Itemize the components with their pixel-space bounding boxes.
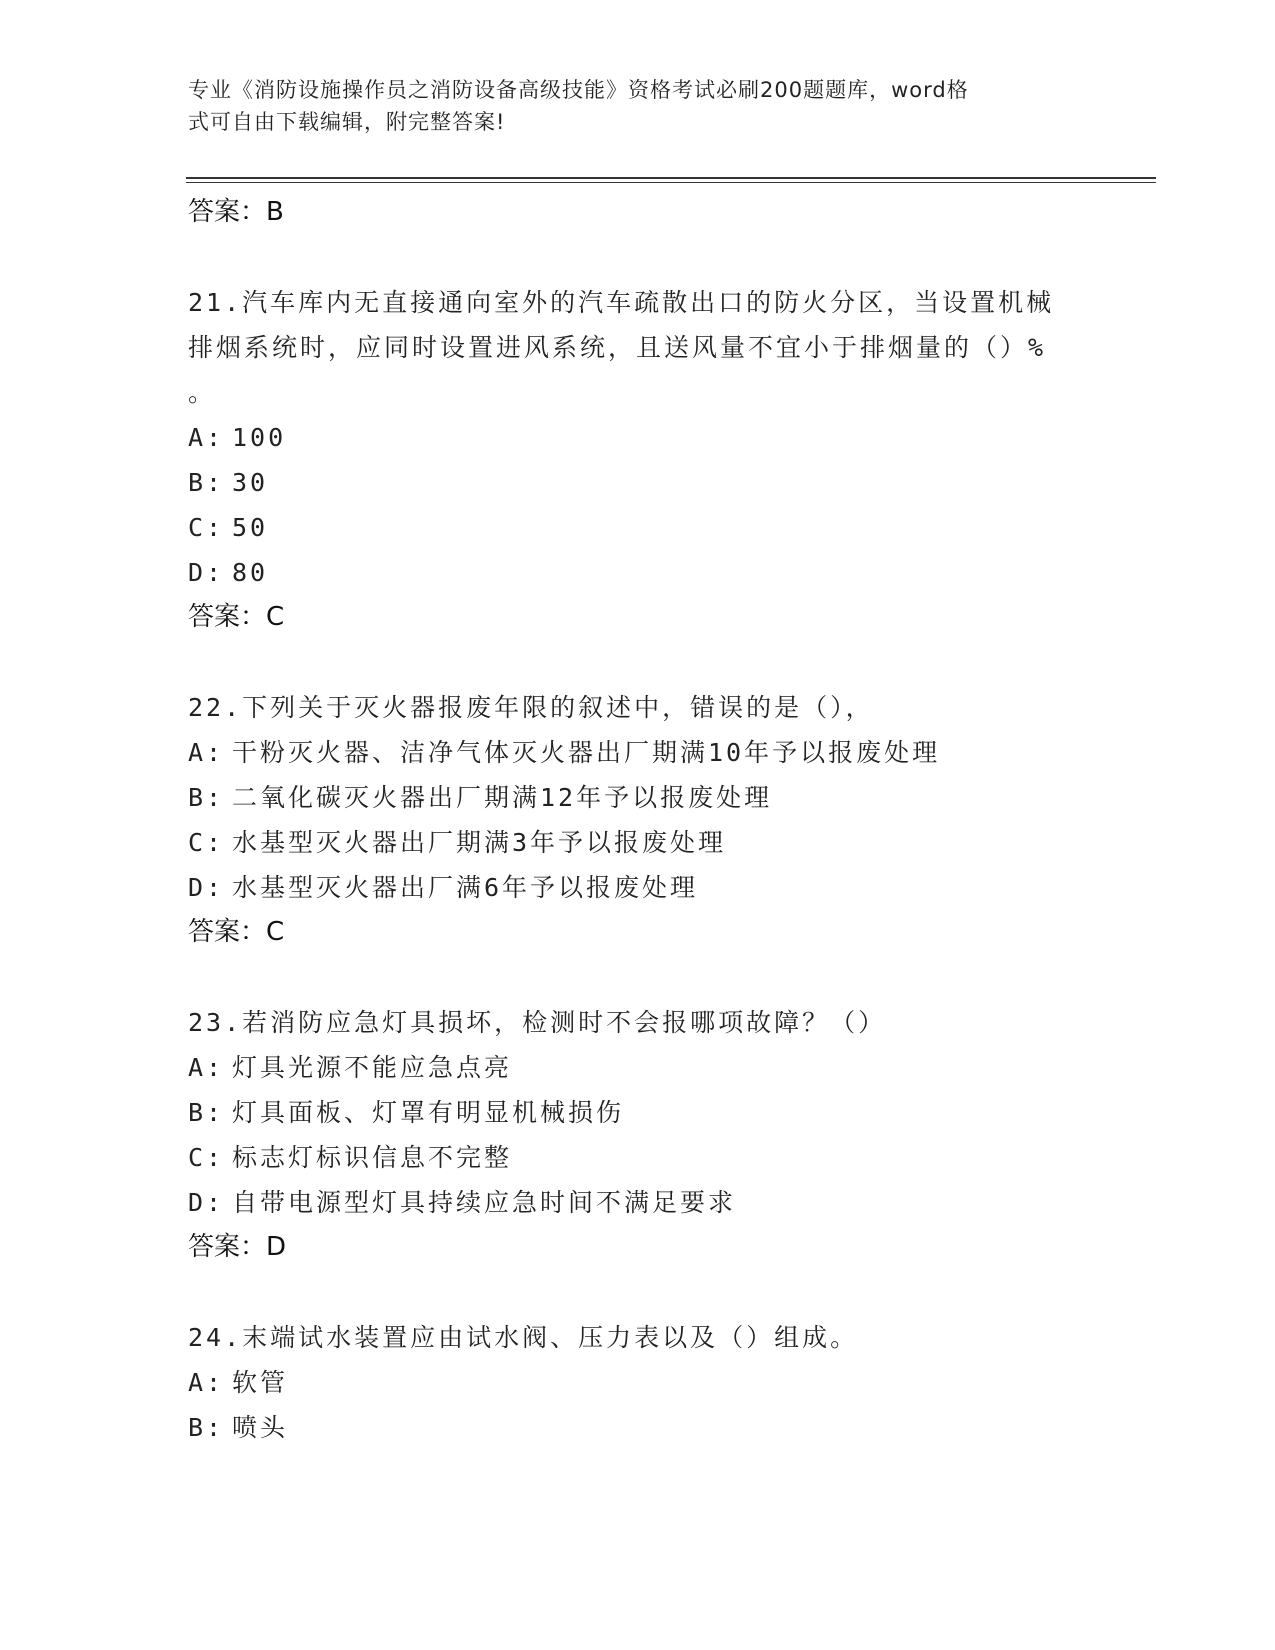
- option-b: [188, 1090, 1088, 1135]
- question-line: 23.若消防应急灯具损坏，检测时不会报哪项故障？（）: [188, 1008, 887, 1037]
- spacer: [188, 235, 1088, 280]
- spacer: [188, 640, 1088, 685]
- option-a: [188, 1360, 1088, 1405]
- option-a: [188, 415, 1088, 460]
- question-line: 24.末端试水装置应由试水阀、压力表以及（）组成。: [188, 1323, 859, 1352]
- header-line-1: 专业《消防设施操作员之消防设备高级技能》资格考试必刷200题题库，word格: [188, 78, 969, 102]
- option-label: A:: [188, 738, 225, 767]
- option-text: 自带电源型灯具持续应急时间不满足要求: [232, 1188, 737, 1217]
- option-text: 50: [232, 513, 269, 542]
- option-a: [188, 730, 1088, 775]
- header-divider-thick: [186, 177, 1156, 179]
- option-text: 30: [232, 468, 269, 497]
- question-line: 22.下列关于灭火器报废年限的叙述中，错误的是（），: [188, 693, 874, 722]
- previous-answer: 答案：B: [188, 197, 284, 227]
- option-label: B:: [188, 1413, 225, 1442]
- option-label: D:: [188, 1188, 225, 1217]
- option-text: 软管: [232, 1368, 289, 1397]
- question-line: 排烟系统时，应同时设置进风系统，且送风量不宜小于排烟量的（）%: [188, 333, 1047, 362]
- spacer: [188, 1270, 1088, 1315]
- answer: 答案：D: [188, 1232, 287, 1262]
- option-label: A:: [188, 423, 225, 452]
- option-label: A:: [188, 1368, 225, 1397]
- option-label: B:: [188, 1098, 225, 1127]
- question-line: 21.汽车库内无直接通向室外的汽车疏散出口的防火分区，当设置机械: [188, 288, 1055, 317]
- option-label: C:: [188, 1143, 225, 1172]
- header-divider-thin: [186, 182, 1156, 183]
- header-line-2: 式可自由下载编辑，附完整答案!: [188, 110, 506, 134]
- option-b: [188, 460, 1088, 505]
- spacer: [188, 955, 1088, 1000]
- option-text: 水基型灭火器出厂期满3年予以报废处理: [232, 828, 727, 857]
- option-c: [188, 1135, 1088, 1180]
- option-d: [188, 865, 1088, 910]
- question-23: [188, 1000, 1088, 1270]
- option-text: 灯具光源不能应急点亮: [232, 1053, 513, 1082]
- option-label: D:: [188, 873, 225, 902]
- option-label: B:: [188, 783, 225, 812]
- question-22: [188, 685, 1088, 955]
- option-text: 标志灯标识信息不完整: [232, 1143, 513, 1172]
- question-list: [188, 190, 1088, 1450]
- question-24: [188, 1315, 1088, 1450]
- option-text: 干粉灭火器、洁净气体灭火器出厂期满10年予以报废处理: [232, 738, 941, 767]
- option-label: C:: [188, 513, 225, 542]
- question-text: [188, 685, 1078, 730]
- option-b: [188, 1405, 1088, 1450]
- option-d: [188, 550, 1088, 595]
- option-text: 二氧化碳灭火器出厂期满12年予以报废处理: [232, 783, 773, 812]
- option-label: A:: [188, 1053, 225, 1082]
- option-text: 喷头: [232, 1413, 289, 1442]
- option-d: [188, 1180, 1088, 1225]
- option-c: [188, 505, 1088, 550]
- option-text: 100: [232, 423, 287, 452]
- question-text: [188, 280, 1078, 415]
- option-a: [188, 1045, 1088, 1090]
- option-b: [188, 775, 1088, 820]
- document-header: [188, 74, 1068, 138]
- option-label: D:: [188, 558, 225, 587]
- option-label: C:: [188, 828, 225, 857]
- question-21: [188, 280, 1088, 640]
- answer: 答案：C: [188, 917, 285, 947]
- option-text: 80: [232, 558, 269, 587]
- question-text: [188, 1000, 1078, 1045]
- option-label: B:: [188, 468, 225, 497]
- question-text: [188, 1315, 1078, 1360]
- option-c: [188, 820, 1088, 865]
- option-text: 灯具面板、灯罩有明显机械损伤: [232, 1098, 625, 1127]
- answer: 答案：C: [188, 602, 285, 632]
- option-text: 水基型灭火器出厂满6年予以报废处理: [232, 873, 699, 902]
- question-line: 。: [188, 378, 217, 407]
